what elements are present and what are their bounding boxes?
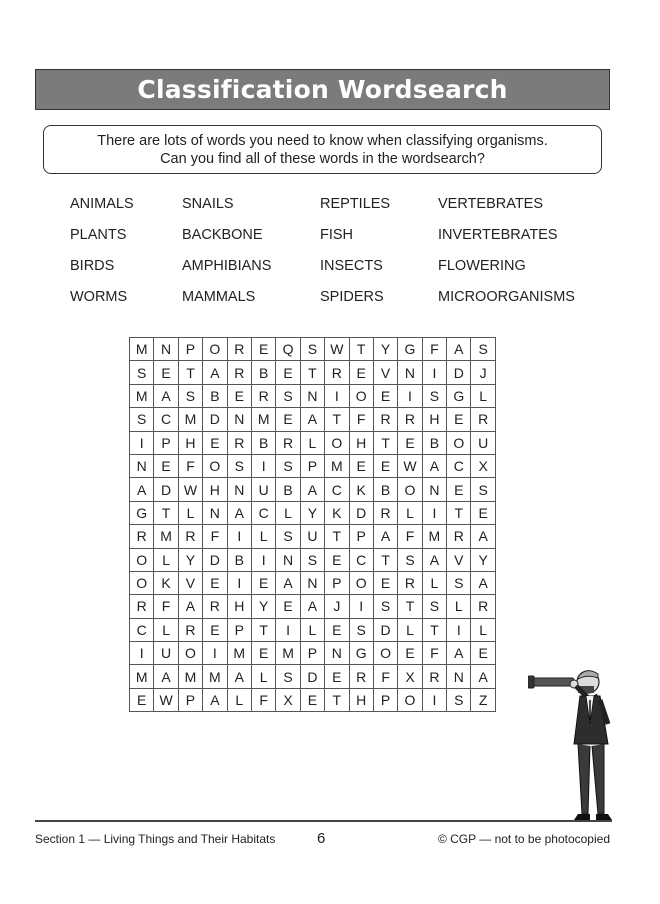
grid-row (130, 571, 496, 594)
grid-cell[interactable]: O (130, 571, 154, 594)
grid-cell[interactable]: S (300, 338, 324, 361)
grid-cell[interactable]: F (349, 408, 373, 431)
grid-cell[interactable]: S (227, 454, 251, 477)
grid-cell[interactable]: C (251, 501, 275, 524)
grid-cell[interactable]: F (154, 595, 178, 618)
word-item: SNAILS (182, 196, 234, 212)
grid-cell[interactable]: E (203, 618, 227, 641)
word-item: ANIMALS (70, 196, 134, 212)
word-item: VERTEBRATES (438, 196, 544, 212)
grid-cell[interactable]: R (471, 408, 495, 431)
grid-cell[interactable]: S (300, 548, 324, 571)
grid-cell[interactable]: F (422, 338, 446, 361)
grid-cell[interactable]: A (447, 338, 471, 361)
grid-row (130, 501, 496, 524)
grid-cell[interactable]: D (300, 665, 324, 688)
grid-cell[interactable]: R (227, 338, 251, 361)
grid-cell[interactable]: E (130, 688, 154, 711)
grid-cell[interactable]: S (276, 665, 300, 688)
grid-row (130, 408, 496, 431)
grid-cell[interactable]: R (471, 595, 495, 618)
grid-cell[interactable]: N (203, 501, 227, 524)
grid-cell[interactable]: T (373, 431, 397, 454)
grid-cell[interactable]: R (447, 525, 471, 548)
grid-cell[interactable]: M (227, 642, 251, 665)
grid-cell[interactable]: E (276, 408, 300, 431)
grid-row (130, 431, 496, 454)
grid-cell[interactable]: R (130, 595, 154, 618)
explorer-with-telescope-illustration (528, 664, 618, 824)
word-column-1 (70, 196, 134, 320)
grid-cell[interactable]: B (227, 548, 251, 571)
grid-cell[interactable]: P (227, 618, 251, 641)
grid-cell[interactable]: S (276, 384, 300, 407)
grid-cell[interactable]: G (130, 501, 154, 524)
grid-cell[interactable]: D (349, 501, 373, 524)
grid-cell[interactable]: D (373, 618, 397, 641)
grid-cell[interactable]: O (349, 571, 373, 594)
grid-cell[interactable]: O (349, 384, 373, 407)
footer-copyright: © CGP — not to be photocopied (437, 832, 610, 846)
grid-cell[interactable]: B (203, 384, 227, 407)
grid-cell[interactable]: I (422, 688, 446, 711)
grid-cell[interactable]: E (325, 548, 349, 571)
grid-cell[interactable]: R (227, 361, 251, 384)
grid-cell[interactable]: E (447, 408, 471, 431)
grid-cell[interactable]: L (471, 384, 495, 407)
grid-cell[interactable]: H (349, 431, 373, 454)
grid-cell[interactable]: I (227, 571, 251, 594)
grid-cell[interactable]: O (398, 478, 422, 501)
grid-cell[interactable]: R (178, 618, 202, 641)
telescope-icon (530, 678, 574, 686)
grid-cell[interactable]: S (178, 384, 202, 407)
grid-cell[interactable]: M (276, 642, 300, 665)
grid-row (130, 665, 496, 688)
grid-cell[interactable]: T (325, 525, 349, 548)
grid-cell[interactable]: O (203, 454, 227, 477)
grid-cell[interactable]: P (178, 688, 202, 711)
grid-cell[interactable]: A (130, 478, 154, 501)
grid-row (130, 361, 496, 384)
grid-cell[interactable]: E (471, 642, 495, 665)
grid-row (130, 454, 496, 477)
grid-cell[interactable]: T (373, 548, 397, 571)
grid-cell[interactable]: U (471, 431, 495, 454)
grid-cell[interactable]: M (178, 665, 202, 688)
grid-cell[interactable]: E (203, 431, 227, 454)
grid-cell[interactable]: P (154, 431, 178, 454)
grid-cell[interactable]: T (349, 338, 373, 361)
grid-cell[interactable]: I (130, 642, 154, 665)
grid-cell[interactable]: I (398, 384, 422, 407)
grid-cell[interactable]: X (471, 454, 495, 477)
grid-cell[interactable]: K (154, 571, 178, 594)
grid-cell[interactable]: I (325, 384, 349, 407)
page-title: Classification Wordsearch (137, 75, 508, 104)
grid-cell[interactable]: M (251, 408, 275, 431)
grid-cell[interactable]: N (300, 384, 324, 407)
grid-cell[interactable]: S (130, 361, 154, 384)
grid-cell[interactable]: A (227, 665, 251, 688)
grid-cell[interactable]: S (422, 384, 446, 407)
grid-cell[interactable]: S (130, 408, 154, 431)
footer-divider (35, 820, 612, 822)
grid-cell[interactable]: W (154, 688, 178, 711)
grid-cell[interactable]: I (276, 618, 300, 641)
word-item: INVERTEBRATES (438, 227, 558, 243)
grid-row (130, 384, 496, 407)
grid-cell[interactable]: T (422, 618, 446, 641)
grid-cell[interactable]: E (154, 454, 178, 477)
grid-cell[interactable]: R (349, 665, 373, 688)
grid-cell[interactable]: N (227, 478, 251, 501)
grid-cell[interactable]: O (447, 431, 471, 454)
grid-cell[interactable]: I (227, 525, 251, 548)
grid-cell[interactable]: I (130, 431, 154, 454)
grid-cell[interactable]: T (325, 408, 349, 431)
grid-cell[interactable]: G (398, 338, 422, 361)
grid-cell[interactable]: E (203, 571, 227, 594)
grid-cell[interactable]: A (447, 642, 471, 665)
grid-cell[interactable]: L (398, 618, 422, 641)
word-column-4 (438, 196, 575, 320)
grid-cell[interactable]: F (251, 688, 275, 711)
word-item: WORMS (70, 289, 128, 305)
grid-cell[interactable]: E (398, 642, 422, 665)
grid-cell[interactable]: R (373, 408, 397, 431)
grid-cell[interactable]: C (349, 548, 373, 571)
grid-cell[interactable]: R (178, 525, 202, 548)
grid-cell[interactable]: L (422, 571, 446, 594)
grid-cell[interactable]: E (349, 454, 373, 477)
grid-cell[interactable]: A (203, 688, 227, 711)
grid-cell[interactable]: A (471, 571, 495, 594)
grid-cell[interactable]: B (251, 431, 275, 454)
grid-cell[interactable]: E (276, 595, 300, 618)
title-banner (35, 69, 610, 110)
grid-cell[interactable]: T (325, 688, 349, 711)
grid-cell[interactable]: N (300, 571, 324, 594)
grid-cell[interactable]: A (203, 361, 227, 384)
grid-cell[interactable]: L (471, 618, 495, 641)
grid-cell[interactable]: L (300, 431, 324, 454)
grid-cell[interactable]: F (178, 454, 202, 477)
grid-cell[interactable]: S (276, 525, 300, 548)
grid-cell[interactable]: B (422, 431, 446, 454)
grid-cell[interactable]: S (447, 688, 471, 711)
grid-cell[interactable]: D (203, 408, 227, 431)
grid-cell[interactable]: D (447, 361, 471, 384)
grid-cell[interactable]: K (325, 501, 349, 524)
grid-cell[interactable]: G (349, 642, 373, 665)
grid-cell[interactable]: O (178, 642, 202, 665)
grid-cell[interactable]: A (471, 525, 495, 548)
word-item: BIRDS (70, 258, 115, 274)
grid-cell[interactable]: L (398, 501, 422, 524)
grid-cell[interactable]: E (325, 665, 349, 688)
grid-cell[interactable]: U (154, 642, 178, 665)
grid-cell[interactable]: F (373, 665, 397, 688)
grid-cell[interactable]: E (154, 361, 178, 384)
grid-cell[interactable]: O (130, 548, 154, 571)
grid-cell[interactable]: O (325, 431, 349, 454)
grid-cell[interactable]: M (422, 525, 446, 548)
grid-cell[interactable]: U (251, 478, 275, 501)
grid-cell[interactable]: Y (178, 548, 202, 571)
grid-cell[interactable]: K (349, 478, 373, 501)
word-item: PLANTS (70, 227, 127, 243)
grid-cell[interactable]: M (325, 454, 349, 477)
grid-cell[interactable]: I (251, 454, 275, 477)
grid-cell[interactable]: D (154, 478, 178, 501)
grid-cell[interactable]: W (398, 454, 422, 477)
grid-cell[interactable]: E (471, 501, 495, 524)
grid-row (130, 525, 496, 548)
grid-row (130, 338, 496, 361)
word-item: FLOWERING (438, 258, 526, 274)
intro-box (43, 125, 602, 174)
wordsearch-grid-body (130, 338, 496, 712)
grid-row (130, 548, 496, 571)
grid-cell[interactable]: Z (471, 688, 495, 711)
grid-cell[interactable]: S (422, 595, 446, 618)
grid-cell[interactable]: E (276, 361, 300, 384)
grid-cell[interactable]: P (178, 338, 202, 361)
grid-cell[interactable]: A (300, 478, 324, 501)
grid-cell[interactable]: V (447, 548, 471, 571)
grid-cell[interactable]: O (373, 642, 397, 665)
grid-cell[interactable]: T (398, 595, 422, 618)
grid-cell[interactable]: M (130, 338, 154, 361)
grid-cell[interactable]: R (203, 595, 227, 618)
word-item: MICROORGANISMS (438, 289, 575, 305)
grid-cell[interactable]: N (130, 454, 154, 477)
grid-cell[interactable]: W (178, 478, 202, 501)
grid-cell[interactable]: S (471, 478, 495, 501)
grid-cell[interactable]: T (154, 501, 178, 524)
grid-cell[interactable]: A (154, 384, 178, 407)
grid-cell[interactable]: A (422, 454, 446, 477)
grid-cell[interactable]: A (471, 665, 495, 688)
word-column-3 (320, 196, 390, 320)
grid-cell[interactable]: L (251, 665, 275, 688)
grid-cell[interactable]: E (349, 361, 373, 384)
word-item: FISH (320, 227, 354, 243)
grid-cell[interactable]: M (130, 384, 154, 407)
grid-cell[interactable]: E (300, 688, 324, 711)
grid-cell[interactable]: S (447, 571, 471, 594)
word-item: BACKBONE (182, 227, 263, 243)
word-item: INSECTS (320, 258, 383, 274)
wordsearch-grid-wrapper (129, 337, 517, 721)
grid-cell[interactable]: O (398, 688, 422, 711)
grid-cell[interactable]: Q (276, 338, 300, 361)
grid-cell[interactable]: B (373, 478, 397, 501)
grid-cell[interactable]: F (422, 642, 446, 665)
grid-cell[interactable]: N (154, 338, 178, 361)
grid-cell[interactable]: J (471, 361, 495, 384)
grid-cell[interactable]: E (373, 571, 397, 594)
word-item: MAMMALS (182, 289, 256, 305)
grid-cell[interactable]: M (154, 525, 178, 548)
grid-cell[interactable]: X (398, 665, 422, 688)
grid-cell[interactable]: L (251, 525, 275, 548)
grid-cell[interactable]: I (422, 501, 446, 524)
grid-cell[interactable]: C (325, 478, 349, 501)
grid-cell[interactable]: P (349, 525, 373, 548)
grid-cell[interactable]: A (227, 501, 251, 524)
grid-cell[interactable]: R (276, 431, 300, 454)
grid-cell[interactable]: U (300, 525, 324, 548)
grid-cell[interactable]: T (300, 361, 324, 384)
word-column-2 (182, 196, 271, 320)
grid-cell[interactable]: V (373, 361, 397, 384)
grid-cell[interactable]: M (203, 665, 227, 688)
footer-section: Section 1 — Living Things and Their Habitats (35, 832, 276, 846)
grid-cell[interactable]: A (178, 595, 202, 618)
grid-cell[interactable]: E (373, 384, 397, 407)
grid-cell[interactable]: N (447, 665, 471, 688)
grid-cell[interactable]: L (227, 688, 251, 711)
grid-cell[interactable]: R (373, 501, 397, 524)
grid-cell[interactable]: A (373, 525, 397, 548)
grid-cell[interactable]: B (251, 361, 275, 384)
grid-cell[interactable]: E (447, 478, 471, 501)
grid-cell[interactable]: E (373, 454, 397, 477)
grid-cell[interactable]: T (178, 361, 202, 384)
grid-cell[interactable]: R (130, 525, 154, 548)
grid-cell[interactable]: R (325, 361, 349, 384)
intro-line-2: Can you find all of these words in the wordsearch? (160, 150, 485, 167)
intro-line-1: There are lots of words you need to know when classifying organisms. (97, 132, 548, 149)
grid-cell[interactable]: H (349, 688, 373, 711)
grid-cell[interactable]: E (251, 571, 275, 594)
grid-cell[interactable]: L (447, 595, 471, 618)
grid-row (130, 618, 496, 641)
grid-cell[interactable]: I (349, 595, 373, 618)
grid-cell[interactable]: A (276, 571, 300, 594)
grid-cell[interactable]: W (325, 338, 349, 361)
grid-cell[interactable]: H (178, 431, 202, 454)
grid-cell[interactable]: E (251, 642, 275, 665)
page-number: 6 (317, 830, 326, 847)
grid-cell[interactable]: L (300, 618, 324, 641)
grid-cell[interactable]: N (227, 408, 251, 431)
grid-cell[interactable]: Y (373, 338, 397, 361)
grid-cell[interactable]: Y (251, 595, 275, 618)
wordsearch-grid (129, 337, 496, 712)
grid-cell[interactable]: S (276, 454, 300, 477)
grid-row (130, 642, 496, 665)
grid-cell[interactable]: I (203, 642, 227, 665)
grid-cell[interactable]: J (325, 595, 349, 618)
grid-cell[interactable]: S (373, 595, 397, 618)
grid-cell[interactable]: L (178, 501, 202, 524)
grid-cell[interactable]: P (325, 571, 349, 594)
grid-cell[interactable]: L (154, 618, 178, 641)
grid-cell[interactable]: T (251, 618, 275, 641)
grid-cell[interactable]: Y (471, 548, 495, 571)
grid-cell[interactable]: H (227, 595, 251, 618)
grid-cell[interactable]: O (203, 338, 227, 361)
grid-cell[interactable]: R (227, 431, 251, 454)
grid-cell[interactable]: H (203, 478, 227, 501)
grid-cell[interactable]: N (325, 642, 349, 665)
grid-cell[interactable]: L (154, 548, 178, 571)
grid-cell[interactable]: E (227, 384, 251, 407)
grid-cell[interactable]: R (251, 384, 275, 407)
grid-cell[interactable]: P (300, 454, 324, 477)
grid-cell[interactable]: N (422, 478, 446, 501)
grid-cell[interactable]: A (300, 595, 324, 618)
grid-cell[interactable]: C (130, 618, 154, 641)
grid-row (130, 595, 496, 618)
grid-cell[interactable]: V (178, 571, 202, 594)
grid-cell[interactable]: E (325, 618, 349, 641)
grid-row (130, 688, 496, 711)
grid-cell[interactable]: S (398, 548, 422, 571)
grid-cell[interactable]: S (349, 618, 373, 641)
grid-cell[interactable]: M (178, 408, 202, 431)
word-item: AMPHIBIANS (182, 258, 272, 274)
grid-cell[interactable]: P (373, 688, 397, 711)
grid-cell[interactable]: M (130, 665, 154, 688)
grid-cell[interactable]: R (398, 408, 422, 431)
grid-cell[interactable]: F (203, 525, 227, 548)
grid-cell[interactable]: L (276, 501, 300, 524)
grid-cell[interactable]: D (203, 548, 227, 571)
grid-cell[interactable]: A (300, 408, 324, 431)
grid-cell[interactable]: A (422, 548, 446, 571)
grid-cell[interactable]: B (276, 478, 300, 501)
grid-cell[interactable]: X (276, 688, 300, 711)
grid-row (130, 478, 496, 501)
grid-cell[interactable]: N (276, 548, 300, 571)
word-item: REPTILES (320, 196, 391, 212)
grid-cell[interactable]: I (447, 618, 471, 641)
grid-cell[interactable]: C (447, 454, 471, 477)
grid-cell[interactable]: Y (300, 501, 324, 524)
grid-cell[interactable]: E (398, 431, 422, 454)
grid-cell[interactable]: T (447, 501, 471, 524)
grid-cell[interactable]: H (422, 408, 446, 431)
grid-cell[interactable]: I (251, 548, 275, 571)
grid-cell[interactable]: P (300, 642, 324, 665)
grid-cell[interactable]: C (154, 408, 178, 431)
grid-cell[interactable]: I (422, 361, 446, 384)
grid-cell[interactable]: R (422, 665, 446, 688)
grid-cell[interactable]: S (471, 338, 495, 361)
grid-cell[interactable]: N (398, 361, 422, 384)
grid-cell[interactable]: A (154, 665, 178, 688)
word-item: SPIDERS (320, 289, 384, 305)
grid-cell[interactable]: E (251, 338, 275, 361)
grid-cell[interactable]: R (398, 571, 422, 594)
grid-cell[interactable]: G (447, 384, 471, 407)
grid-cell[interactable]: F (398, 525, 422, 548)
